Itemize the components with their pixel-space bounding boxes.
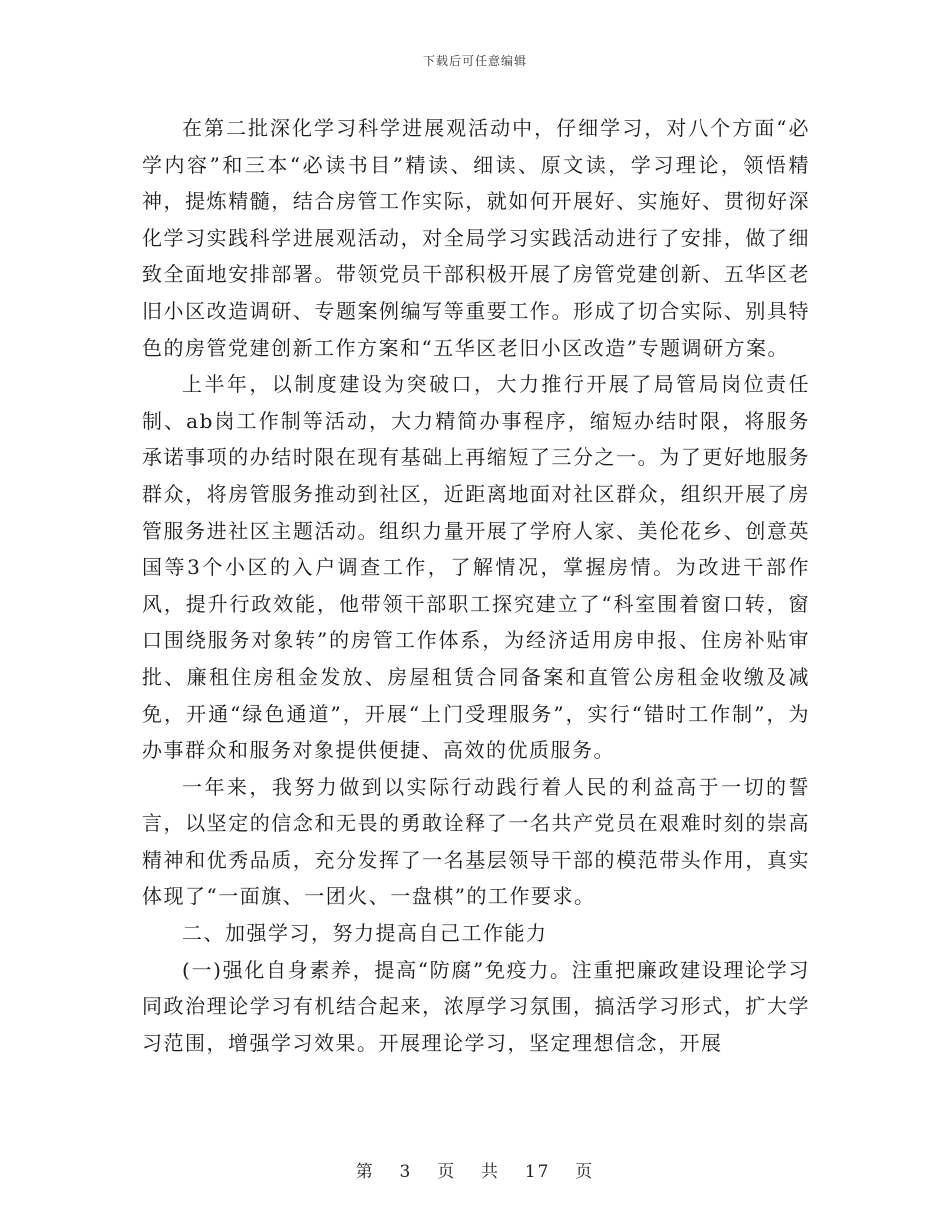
paragraph: 上半年，以制度建设为突破口，大力推行开展了局管局岗位责任制、ab岗工作制等活动，大力精简办事程序，缩短办结时限，将服务承诺事项的办结时限在现有基础上再缩短了三分之一。为了更好地服务群众，将房管服务推动到社区，近距离地面对社区群众，组织开展了房管服务进社区主题活动。组织力量开展了学府人家、美伦花乡、创意英国等3个小区的入户调查工作，了解情况，掌握房情。为改进干部作风，提升行政效能，他带领干部职工探究建立了“科室围着窗口转，窗口围绕服务对象转”的房管工作体系，为经济适用房申报、住房补贴审批、廉租住房租金发放、房屋租赁合同备案和直管公房租金收缴及减免，开通“绿色通道”，开展“上门受理服务”，实行“错时工作制”，为办事群众和服务对象提供便捷、高效的优质服务。 (142, 372, 810, 763)
total-page-count: 17 (524, 1162, 551, 1182)
section-heading: 二、加强学习，努力提高自己工作能力 (182, 921, 548, 946)
paragraph: (一)强化自身素养，提高“防腐”免疫力。注重把廉政建设理论学习同政治理论学习有机结合起来，浓厚学习氛围，搞活学习形式，扩大学习范围，增强学习效果。开展理论学习，坚定理想信念，开展 (142, 957, 810, 1055)
footer-total-word: 共 (481, 1162, 500, 1182)
document-body (142, 110, 810, 1061)
paragraph: 一年来，我努力做到以实际行动践行着人民的利益高于一切的誓言，以坚定的信念和无畏的勇敢诠释了一名共产党员在艰难时刻的崇高精神和优秀品质，充分发挥了一名基层领导干部的模范带头作用，真实体现了“一面旗、一团火、一盘棋”的工作要求。 (142, 774, 810, 909)
page-footer (0, 1157, 950, 1182)
current-page-number: 3 (399, 1162, 413, 1182)
page-header: 下载后可任意编辑 (422, 54, 527, 68)
paragraph: 在第二批深化学习科学进展观活动中，仔细学习，对八个方面“必学内容”和三本“必读书目”精读、细读、原文读，学习理论，领悟精神，提炼精髓，结合房管工作实际，就如何开展好、实施好、贯彻好深化学习实践科学进展观活动，对全局学习实践活动进行了安排，做了细致全面地安排部署。带领党员干部积极开展了房管党建创新、五华区老旧小区改造调研、专题案例编写等重要工作。形成了切合实际、别具特色的房管党建创新工作方案和“五华区老旧小区改造”专题调研方案。 (142, 116, 810, 360)
footer-page-word: 页 (437, 1162, 457, 1182)
footer-suffix: 页 (575, 1162, 595, 1182)
footer-prefix: 第 (355, 1162, 375, 1182)
